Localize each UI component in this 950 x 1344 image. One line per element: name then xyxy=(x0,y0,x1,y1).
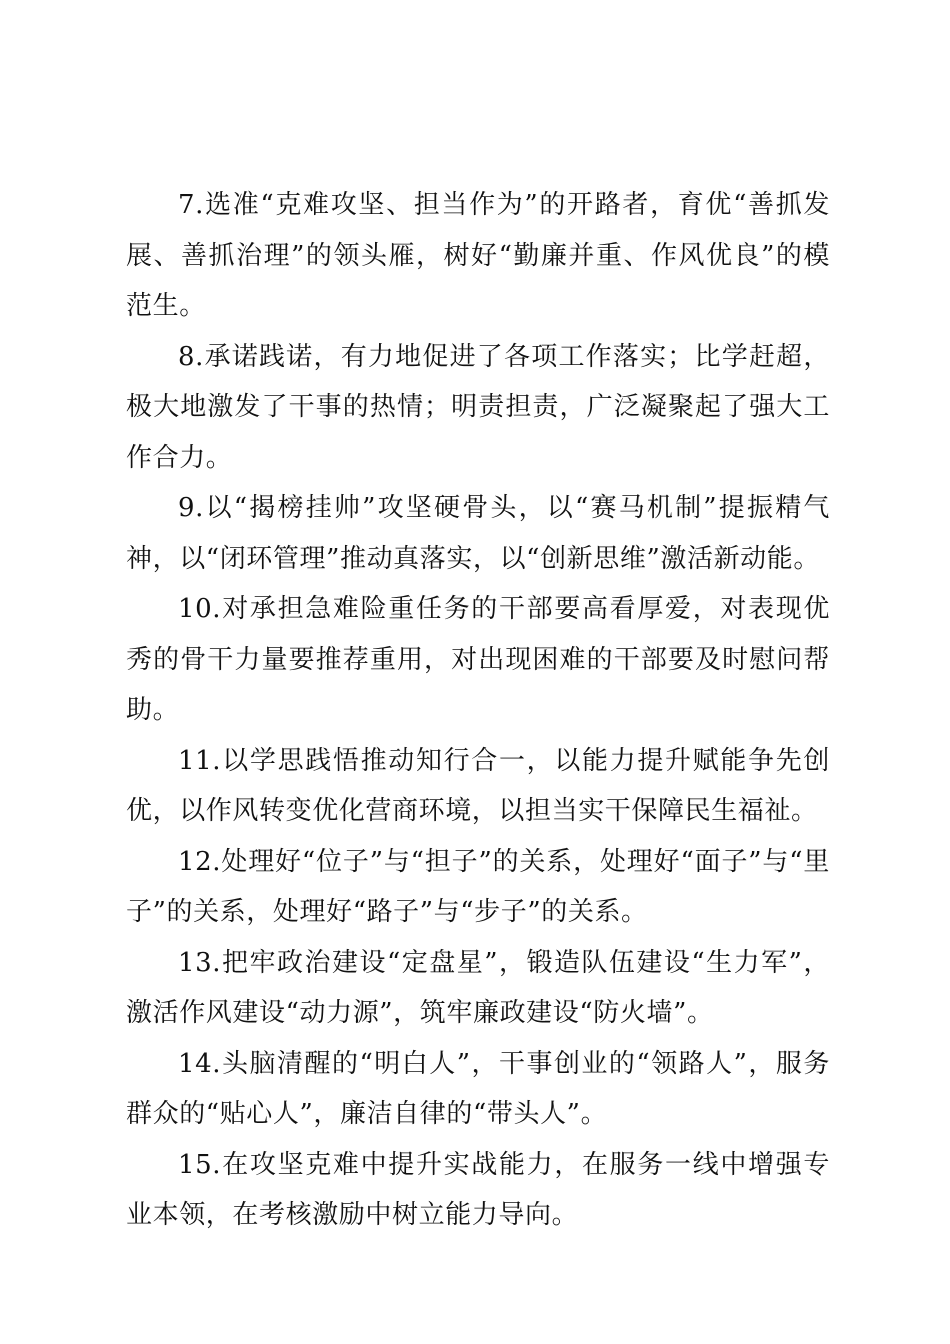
paragraph-13: 13.把牢政治建设“定盘星”，锻造队伍建设“生力军”，激活作风建设“动力源”，筑牢廉政建设“防火墙”。 xyxy=(126,947,830,1028)
paragraph-7: 7.选准“克难攻坚、担当作为”的开路者，育优“善抓发展、善抓治理”的领头雁，树好“勤廉并重、作风优良”的模范生。 xyxy=(126,190,830,321)
document-body xyxy=(126,180,830,1241)
paragraph-15: 15.在攻坚克难中提升实战能力，在服务一线中增强专业本领，在考核激励中树立能力导向。 xyxy=(126,1149,830,1230)
paragraph-14: 14.头脑清醒的“明白人”，干事创业的“领路人”，服务群众的“贴心人”，廉洁自律的“带头人”。 xyxy=(126,1048,830,1129)
paragraph-11: 11.以学思践悟推动知行合一，以能力提升赋能争先创优，以作风转变优化营商环境，以担当实干保障民生福祉。 xyxy=(126,745,830,826)
paragraph-9: 9.以“揭榜挂帅”攻坚硬骨头，以“赛马机制”提振精气神，以“闭环管理”推动真落实，以“创新思维”激活新动能。 xyxy=(126,493,830,574)
paragraph-12: 12.处理好“位子”与“担子”的关系，处理好“面子”与“里子”的关系，处理好“路子”与“步子”的关系。 xyxy=(126,846,830,927)
paragraph-8: 8.承诺践诺，有力地促进了各项工作落实；比学赶超，极大地激发了干事的热情；明责担责，广泛凝聚起了强大工作合力。 xyxy=(126,341,830,473)
paragraph-10: 10.对承担急难险重任务的干部要高看厚爱，对表现优秀的骨干力量要推荐重用，对出现困难的干部要及时慰问帮助。 xyxy=(126,594,830,725)
